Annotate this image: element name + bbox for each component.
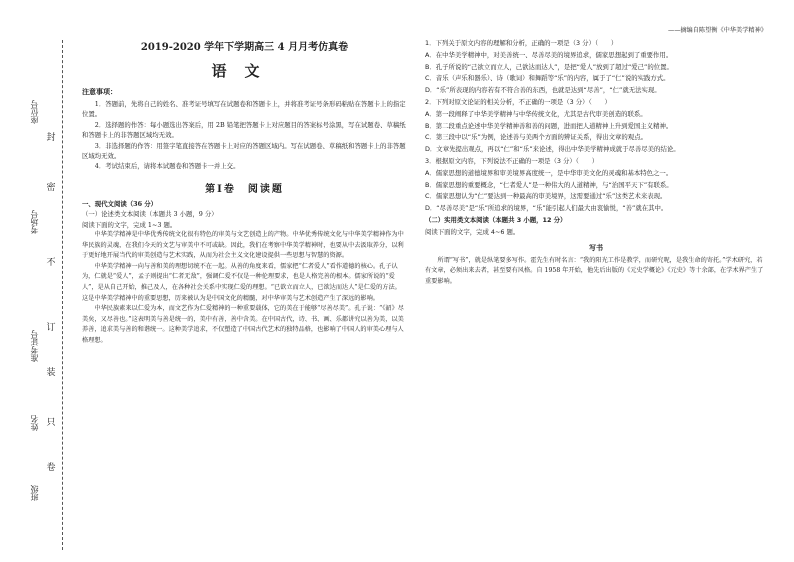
part-heading: 一、现代文阅读（36 分） [82,199,158,208]
seal-char-3: 不 [46,258,56,268]
seal-char-1: 封 [46,133,56,143]
section-title: 第Ⅰ卷 阅读题 [205,183,284,195]
exam-title: 2019-2020 学年下学期高三 4 月月考仿真卷 [140,42,349,53]
answer-option[interactable]: A．儒家思想的道德境界和审美境界高度统一，是中华审美文化的灵魂和基本特色之一。 [425,168,673,177]
seal-char-6: 只 [46,418,56,428]
field-exam-number[interactable]: 考场号 [30,210,39,234]
passage-source: ——摘编自陈望衡《中华美学精神》 [668,27,767,34]
answer-option[interactable]: B．孔子所说的“己欲立而立人，己欲达而达人”，是把“爱人”放到了超过“爱己”的位置。 [425,62,673,71]
answer-option[interactable]: A．第一段阐释了中华美学精神与中华传统文化，尤其是古代审美创造的联系。 [425,109,647,118]
answer-option[interactable]: C．音乐（声乐和器乐）、诗（歌词）和舞蹈等“乐”的内容，属于了“仁”说的实践方式。 [425,74,670,83]
binding-margin [14,40,64,550]
subpart-heading: （一）论述类文本阅读（本题共 3 小题，9 分） [82,210,218,219]
seal-char-7: 卷 [46,463,56,473]
question-stem: 3．根据原文内容，下列说法不正确的一项是（3 分）（ ） [425,156,599,165]
reading-instruction: 阅读下面的文字，完成 1~3 题。 [82,220,177,229]
subpart-heading: （二）实用类文本阅读（本题共 3 小题，12 分） [425,215,567,224]
seal-char-5: 装 [46,368,56,378]
passage-title: 写书 [589,242,603,252]
notice-item: 4．考试结束后，请将本试题卷和答题卡一并上交。 [94,162,240,171]
subject-title: 语文 [211,62,278,80]
answer-option[interactable]: D．文章先提出观点，再以“仁”和“乐”来论述，得出中华美学精神成就于尽善尽美的结论。 [425,145,680,154]
seal-char-4: 订 [46,323,56,333]
reading-instruction: 阅读下面的文字，完成 4~6 题。 [425,227,520,236]
answer-option[interactable]: B．第二段重点论述中华美学精神善和善的问题，进而把人道精神上升到爱国主义精神。 [425,121,673,130]
seal-char-2: 密 [46,183,56,193]
answer-option[interactable]: A．在中华美学精神中，对美善统一、尽善尽美的境界追求，儒家思想起到了重要作用。 [425,50,673,59]
answer-option[interactable]: C．第三段中以“乐”为例，论述善与美两个方面的辨证关系，得出文章的观点。 [425,133,647,142]
field-name[interactable]: 姓名 [30,415,39,431]
right-column [425,22,767,287]
field-admission-number[interactable]: 准考证号 [30,330,39,362]
left-column [82,30,407,347]
answer-option[interactable]: C．儒家思想认为“仁”要达到一种最高的审美境界，这需要通过“乐”这类艺术来表现。 [425,192,667,201]
notice-item: 2．选择题的作答：每小题选出答案后，用 2B 铅笔把答题卡上对应题目的答案标号涂黑，写在试题卷、草稿纸和答题卡上的非答题区域均无效。 [82,120,406,140]
passage-paragraph: 所谓“写书”，就是纵笔要多写作。霍先生有时名言：“我的阳光工作是教学，而研究呢，是我生命的寄托。”学术研究，若有文章，必须出来去者，甚至要有风格。自 1958 年开始，他先后出版的《元史学概论》《元史》等十余部，在学术界产生了重要影响。 [425,256,764,285]
passage-paragraph: 中华美学精神一向与善和美的理想切统不在一起。从善的角度来看，儒家把“仁者爱人”看作道德的核心。孔子认为，仁就是“爱人”，孟子则提出“仁者无敌”，强调仁爱不仅是一种伦理要求，也是人格完善的根本。儒家所说的“爱人”，是从自己开始，推己及人，在各种社会关系中实现仁爱的理想。“已欲立而立人，已欲达而达人”是仁爱的方法。这是中华美学精神中的重要思想，历来被认为是中国文化的精髓，对中华审美与艺术创造产生了深远的影响。 [82,262,401,302]
notice-heading: 注意事项： [82,87,117,96]
answer-option[interactable]: D．“乐”所表现的内容若有不符合善的东西，也就是达到“尽善”，“仁”就无法实现。 [425,86,661,95]
passage-paragraph: 中华民族素来以仁爱为本，而文艺作为仁爱精神的一种重要载体，它的美在于能够“尽善尽美”。孔子说：“《韶》尽美矣，又尽善也。”这表明美与善是统一的，美中有善，善中含美。在中国古代，诗、书、画、乐都讲究以善为美，以美养善，追求美与善的和谐统一。这种美学追求，不仅塑造了中国古代艺术的独特品格，也影响了中国人的审美心理与人格理想。 [82,305,404,344]
answer-option[interactable]: D．“尽善尽美”是“乐”所追求的境界，“乐”能引起人们最大由衷愉悦，“善”就在其中。 [425,204,668,213]
question-stem: 2．下列对原文论证的相关分析，不正确的一项是（3 分）（ ） [425,97,611,106]
field-seat-number[interactable]: 座位号 [30,100,39,124]
field-class[interactable]: 班级 [30,485,39,501]
passage-paragraph: 中华美学精神是中华优秀传统文化很有特色的审美与文艺创造上的产物。中华优秀传统文化与中华美学精神作为中华民族的灵魂，在我们今天的文艺与审美中不可或缺。因此，我们在考察中华美学精神时，也要从中去汲取养分，以利于更好地开展当代的审美创造与艺术实践，从而为社会主义文化建设提供一些思想与智慧的资源。 [82,231,404,260]
answer-option[interactable]: B．儒家思想的重要概念，“仁者爱人”是一种伟大的人道精神，与“治国平天下”有联系。 [425,180,673,189]
notice-item: 1．答题前，先将自己的姓名、准考证号填写在试题卷和答题卡上，并将准考证号条形码粘贴在答题卡上的指定位置。 [82,100,406,119]
question-stem: 1．下列关于原文内容的理解和分析，正确的一项是（3 分）（ ） [425,39,618,47]
notice-item: 3．非选择题的作答：用签字笔直接答在答题卡上对应的答题区域内。写在试题卷、草稿纸和答题卡上的非答题区域均无效。 [82,141,406,161]
binding-line [62,40,63,550]
